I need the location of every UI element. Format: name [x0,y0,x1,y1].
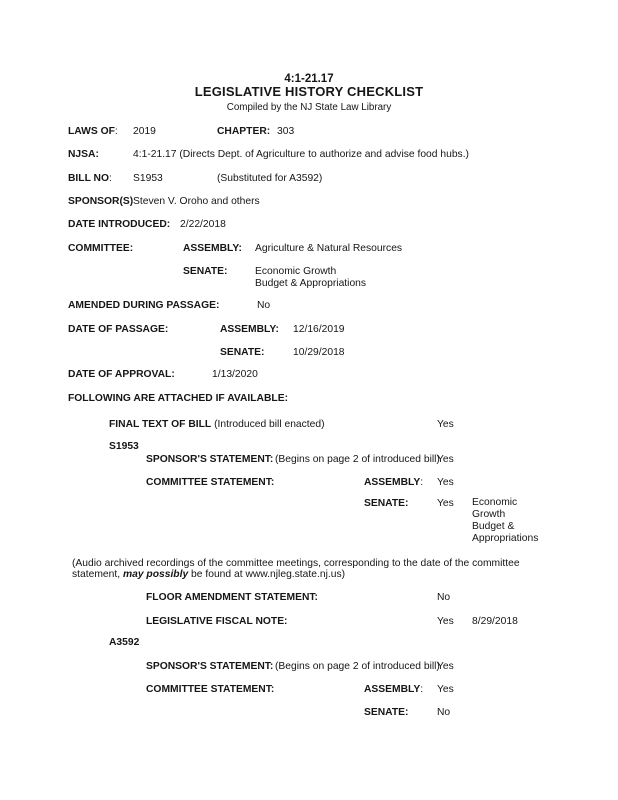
s1953-senate-committee-name-line4: Appropriations [472,533,539,544]
bill-no-value: S1953 [133,173,163,184]
a3592-committee-assembly-value: Yes [437,684,454,695]
fiscal-note-value: Yes [437,616,454,627]
a3592-committee-senate-label: SENATE: [364,707,409,718]
statute-number: 4:1-21.17 [284,73,334,85]
s1953-bill-number: S1953 [109,441,139,452]
fiscal-note-label: LEGISLATIVE FISCAL NOTE: [146,616,288,627]
final-text-value: Yes [437,419,454,430]
s1953-committee-statement-label: COMMITTEE STATEMENT: [146,477,275,488]
date-of-approval-label: DATE OF APPROVAL: [68,369,175,380]
committee-assembly-label: ASSEMBLY: [183,243,242,254]
s1953-senate-committee-name-line3: Budget & [472,521,515,532]
amended-value: No [257,300,271,311]
committee-senate-value-line2: Budget & Appropriations [255,278,367,289]
passage-assembly-label: ASSEMBLY: [220,324,279,335]
a3592-committee-statement-label: COMMITTEE STATEMENT: [146,684,275,695]
a3592-committee-assembly-label: ASSEMBLY: [364,684,424,695]
s1953-committee-assembly-label: ASSEMBLY: [364,477,424,488]
committee-senate-value-line1: Economic Growth [255,266,337,277]
final-text-row: FINAL TEXT OF BILL (Introduced bill enacted) [109,419,325,430]
passage-senate-label: SENATE: [220,347,265,358]
document-title: LEGISLATIVE HISTORY CHECKLIST [194,84,424,99]
s1953-sponsor-statement-label: SPONSOR'S STATEMENT: [146,454,274,465]
committee-senate-label: SENATE: [183,266,228,277]
a3592-bill-number: A3592 [109,637,140,648]
s1953-sponsor-statement-note: (Begins on page 2 of introduced bill) [275,454,440,465]
a3592-sponsor-statement-value: Yes [437,661,454,672]
sponsors-value: Steven V. Oroho and others [133,196,260,207]
sponsors-label: SPONSOR(S) [68,196,134,207]
njsa-value: 4:1-21.17 (Directs Dept. of Agriculture to authorize and advise food hubs.) [133,149,469,160]
attachments-heading: FOLLOWING ARE ATTACHED IF AVAILABLE: [68,393,289,404]
a3592-committee-senate-value: No [437,707,451,718]
s1953-committee-senate-label: SENATE: [364,498,409,509]
s1953-sponsor-statement-value: Yes [437,454,454,465]
audio-note-line1: (Audio archived recordings of the committee meetings, corresponding to the date of the committee [72,558,520,569]
chapter-value: 303 [277,126,295,137]
s1953-committee-assembly-value: Yes [437,477,454,488]
bill-no-label: BILL NO: [68,173,112,184]
laws-of-label: LAWS OF: [68,126,118,137]
fiscal-note-date: 8/29/2018 [472,616,518,627]
passage-senate-value: 10/29/2018 [293,347,345,358]
amended-label: AMENDED DURING PASSAGE: [68,300,220,311]
committee-assembly-value: Agriculture & Natural Resources [255,243,403,254]
s1953-committee-senate-value: Yes [437,498,454,509]
audio-note-line2: statement, may possibly be found at www.njleg.state.nj.us) [72,569,346,580]
date-introduced-value: 2/22/2018 [180,219,226,230]
njsa-label: NJSA: [68,149,99,160]
bill-no-note: (Substituted for A3592) [217,173,323,184]
floor-amendment-label: FLOOR AMENDMENT STATEMENT: [146,592,318,603]
a3592-sponsor-statement-label: SPONSOR'S STATEMENT: [146,661,274,672]
passage-assembly-value: 12/16/2019 [293,324,345,335]
a3592-sponsor-statement-note: (Begins on page 2 of introduced bill) [275,661,440,672]
chapter-label: CHAPTER: [217,126,271,137]
s1953-senate-committee-name-line2: Growth [472,509,506,520]
date-of-passage-label: DATE OF PASSAGE: [68,324,169,335]
floor-amendment-value: No [437,592,451,603]
date-of-approval-value: 1/13/2020 [212,369,258,380]
date-introduced-label: DATE INTRODUCED: [68,219,171,230]
s1953-senate-committee-name-line1: Economic [472,497,518,508]
laws-of-value: 2019 [133,126,156,137]
document-subtitle: Compiled by the NJ State Law Library [226,102,392,113]
committee-label: COMMITTEE: [68,243,134,254]
